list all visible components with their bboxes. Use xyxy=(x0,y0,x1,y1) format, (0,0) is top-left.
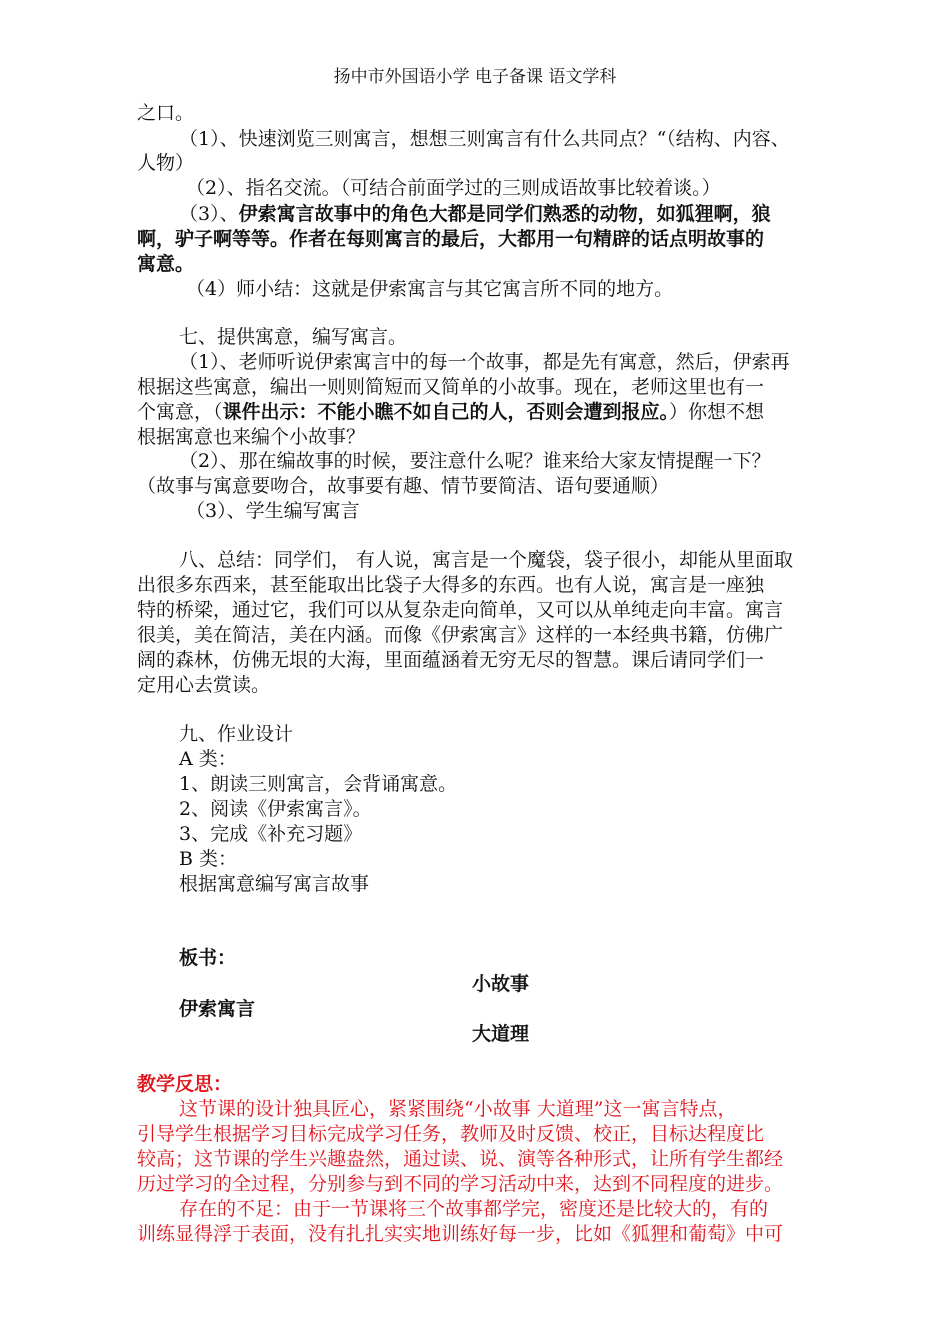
board-big-truth: 大道理 xyxy=(472,1023,530,1045)
text-fragment: （3）、 xyxy=(179,203,239,225)
text-line: （2）、指名交流。（可结合前面学过的三则成语故事比较着谈。） xyxy=(186,177,721,199)
text-line: 出很多东西来，甚至能取出比袋子大得多的东西。也有人说，寓言是一座独 xyxy=(137,574,765,596)
text-line: （3）、学生编写寓言 xyxy=(186,500,360,522)
text-line: 人物） xyxy=(137,152,195,174)
text-fragment: ）你想不想 xyxy=(669,401,765,423)
text-line xyxy=(179,202,771,226)
reflection-line: 引导学生根据学习目标完成学习任务，教师及时反馈、校正，目标达程度比 xyxy=(137,1123,765,1145)
text-line: （故事与寓意要吻合，故事要有趣、情节要简洁、语句要通顺） xyxy=(137,475,670,497)
text-line: 阔的森林，仿佛无垠的大海，里面蕴涵着无穷无尽的智慧。课后请同学们一 xyxy=(137,649,765,671)
text-line: A 类： xyxy=(179,748,237,770)
text-line: （2）、那在编故事的时候，要注意什么呢？谁来给大家友情提醒一下？ xyxy=(179,450,771,472)
bold-text: 课件出示：不能小瞧不如自己的人，否则会遭到报应。 xyxy=(222,401,670,423)
bold-text-line: 啊，驴子啊等等。作者在每则寓言的最后，大都用一句精辟的话点明故事的 xyxy=(137,228,765,250)
board-center: 伊索寓言 xyxy=(179,998,256,1020)
text-line: 特的桥梁，通过它，我们可以从复杂走向简单，又可以从单纯走向丰富。寓言 xyxy=(137,599,784,621)
section-title: 九、作业设计 xyxy=(179,723,294,745)
list-item: 根据寓意编写寓言故事 xyxy=(179,873,370,895)
bold-text: 伊索寓言故事中的角色大都是同学们熟悉的动物，如狐狸啊，狼 xyxy=(238,203,771,225)
section-title: 七、提供寓意，编写寓言。 xyxy=(179,326,408,348)
reflection-line: 训练显得浮于表面，没有扎扎实实地训练好每一步，比如《狐狸和葡萄》中可 xyxy=(137,1223,784,1245)
text-line: 很美，美在简洁，美在内涵。而像《伊索寓言》这样的一本经典书籍，仿佛广 xyxy=(137,624,784,646)
text-line: 之口。 xyxy=(137,102,195,124)
text-line: （1）、快速浏览三则寓言，想想三则寓言有什么共同点？“（结构、内容、 xyxy=(179,128,790,150)
text-line: 根据寓意也来编个小故事？ xyxy=(137,426,366,448)
text-line: B 类： xyxy=(179,848,238,870)
text-line: 八、总结：同学们， 有人说，寓言是一个魔袋，袋子很小，却能从里面取 xyxy=(179,549,794,571)
document-header: 扬中市外国语小学 电子备课 语文学科 xyxy=(333,67,617,87)
bold-text-line: 寓意。 xyxy=(137,253,195,275)
text-line: 定用心去赏读。 xyxy=(137,674,271,696)
list-item: 1、朗读三则寓言，会背诵寓意。 xyxy=(179,773,458,795)
text-line: 根据这些寓意，编出一则则简短而又简单的小故事。现在，老师这里也有一 xyxy=(137,376,765,398)
list-item: 2、阅读《伊索寓言》。 xyxy=(179,798,372,820)
text-fragment: 个寓意，（ xyxy=(137,401,223,423)
text-line: （1）、老师听说伊索寓言中的每一个故事，都是先有寓意，然后，伊索再 xyxy=(179,351,790,373)
reflection-title: 教学反思： xyxy=(137,1073,233,1095)
reflection-line: 这节课的设计独具匠心，紧紧围绕“小故事 大道理”这一寓言特点， xyxy=(179,1098,737,1120)
text-line xyxy=(137,400,764,424)
reflection-line: 历过学习的全过程，分别参与到不同的学习活动中来，达到不同程度的进步。 xyxy=(137,1173,784,1195)
text-line: （4）师小结：这就是伊索寓言与其它寓言所不同的地方。 xyxy=(186,278,674,300)
list-item: 3、完成《补充习题》 xyxy=(179,823,363,845)
board-title: 板书： xyxy=(179,947,237,969)
reflection-line: 较高；这节课的学生兴趣盎然，通过读、说、演等各种形式，让所有学生都经 xyxy=(137,1148,784,1170)
board-small-story: 小故事 xyxy=(472,973,530,995)
reflection-line: 存在的不足：由于一节课将三个故事都学完，密度还是比较大的，有的 xyxy=(179,1198,769,1220)
